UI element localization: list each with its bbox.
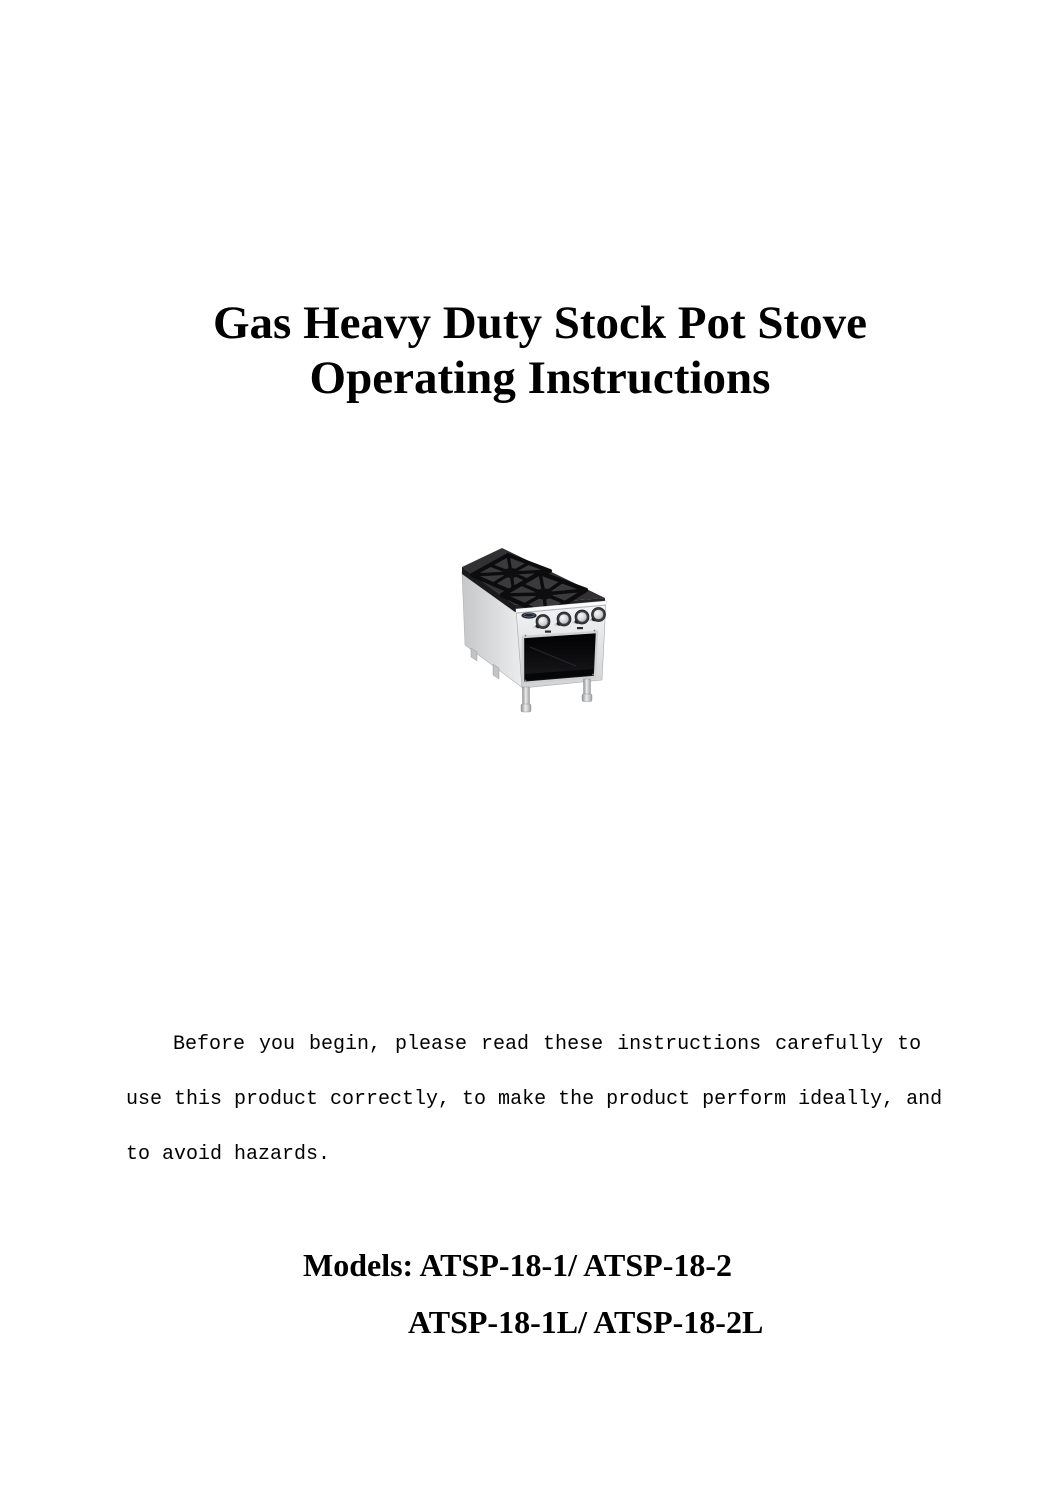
models-line-2: ATSP-18-1L/ ATSP-18-2L <box>408 1304 764 1340</box>
title-line-1: Gas Heavy Duty Stock Pot Stove <box>212 297 868 349</box>
page-title <box>133 296 947 406</box>
models-line-1: Models: ATSP-18-1/ ATSP-18-2 <box>303 1247 733 1283</box>
cabinet-opening <box>523 630 597 683</box>
intro-paragraph <box>126 1017 986 1182</box>
brand-badge <box>522 613 537 619</box>
intro-line: to avoid hazards. <box>126 1143 331 1166</box>
title-line-2: Operating Instructions <box>309 352 771 404</box>
product-photo-stock-pot-stove <box>450 535 620 715</box>
intro-line: Before you begin, please read these instructions carefully to <box>173 1033 922 1056</box>
intro-line: use this product correctly, to make the product perform ideally, and <box>126 1088 943 1111</box>
